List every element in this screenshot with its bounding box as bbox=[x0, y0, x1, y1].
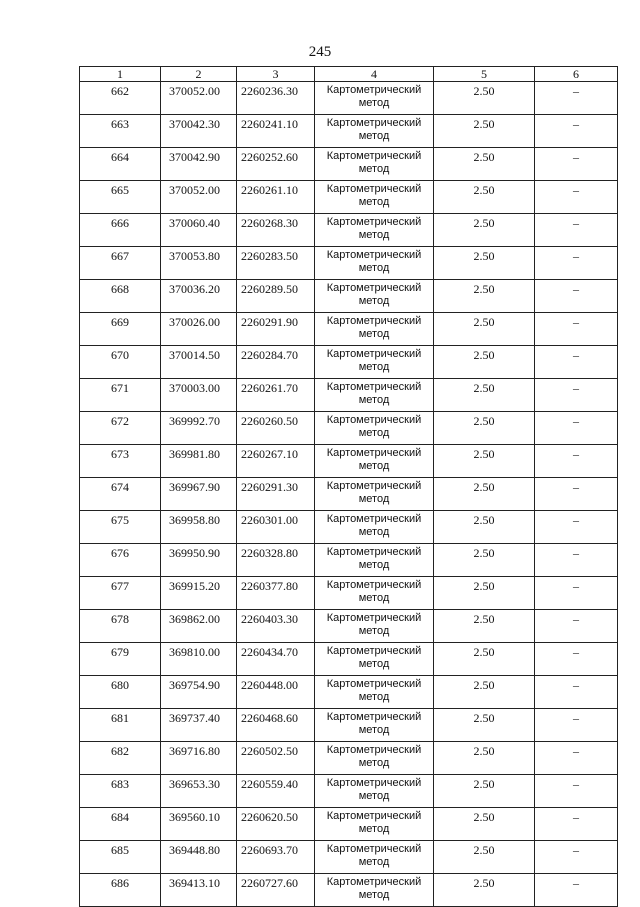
method-line-1: Картометрический bbox=[326, 876, 422, 888]
method-cell bbox=[315, 247, 434, 280]
point-number-cell: 666 bbox=[80, 214, 161, 247]
table-row bbox=[80, 379, 618, 412]
method-cell bbox=[315, 313, 434, 346]
error-cell: 2.50 bbox=[434, 742, 535, 775]
error-cell: 2.50 bbox=[434, 808, 535, 841]
method-line-1: Картометрический bbox=[326, 678, 422, 690]
note-cell: – bbox=[535, 775, 618, 808]
error-cell: 2.50 bbox=[434, 841, 535, 874]
y-coordinate-cell: 2260252.60 bbox=[237, 148, 315, 181]
x-coordinate-cell: 370014.50 bbox=[161, 346, 237, 379]
table-body bbox=[80, 82, 618, 907]
coordinates-table bbox=[79, 66, 618, 907]
method-line-1: Картометрический bbox=[326, 381, 422, 393]
method-cell bbox=[315, 445, 434, 478]
table-row bbox=[80, 346, 618, 379]
error-cell: 2.50 bbox=[434, 214, 535, 247]
method-line-1: Картометрический bbox=[326, 183, 422, 195]
error-cell: 2.50 bbox=[434, 280, 535, 313]
point-number-cell: 675 bbox=[80, 511, 161, 544]
point-number-cell: 681 bbox=[80, 709, 161, 742]
method-line-1: Картометрический bbox=[326, 447, 422, 459]
point-number-cell: 671 bbox=[80, 379, 161, 412]
method-line-2: метод bbox=[358, 493, 390, 505]
x-coordinate-cell: 370052.00 bbox=[161, 181, 237, 214]
error-cell: 2.50 bbox=[434, 544, 535, 577]
y-coordinate-cell: 2260283.50 bbox=[237, 247, 315, 280]
method-line-1: Картометрический bbox=[326, 249, 422, 261]
x-coordinate-cell: 369862.00 bbox=[161, 610, 237, 643]
method-line-2: метод bbox=[358, 625, 390, 637]
x-coordinate-cell: 370042.90 bbox=[161, 148, 237, 181]
y-coordinate-cell: 2260267.10 bbox=[237, 445, 315, 478]
point-number-cell: 677 bbox=[80, 577, 161, 610]
point-number-cell: 665 bbox=[80, 181, 161, 214]
point-number-cell: 674 bbox=[80, 478, 161, 511]
method-line-2: метод bbox=[358, 757, 390, 769]
method-cell bbox=[315, 874, 434, 907]
table-row bbox=[80, 148, 618, 181]
x-coordinate-cell: 369967.90 bbox=[161, 478, 237, 511]
note-cell: – bbox=[535, 808, 618, 841]
y-coordinate-cell: 2260328.80 bbox=[237, 544, 315, 577]
table-row bbox=[80, 280, 618, 313]
point-number-cell: 673 bbox=[80, 445, 161, 478]
method-cell bbox=[315, 379, 434, 412]
x-coordinate-cell: 370042.30 bbox=[161, 115, 237, 148]
method-cell bbox=[315, 808, 434, 841]
table-row bbox=[80, 181, 618, 214]
method-line-1: Картометрический bbox=[326, 645, 422, 657]
table-row bbox=[80, 247, 618, 280]
error-cell: 2.50 bbox=[434, 313, 535, 346]
table-row bbox=[80, 313, 618, 346]
note-cell: – bbox=[535, 247, 618, 280]
table-row bbox=[80, 676, 618, 709]
method-line-2: метод bbox=[358, 295, 390, 307]
method-line-2: метод bbox=[358, 262, 390, 274]
table-row bbox=[80, 742, 618, 775]
note-cell: – bbox=[535, 148, 618, 181]
error-cell: 2.50 bbox=[434, 511, 535, 544]
method-line-1: Картометрический bbox=[326, 612, 422, 624]
method-line-1: Картометрический bbox=[326, 282, 422, 294]
y-coordinate-cell: 2260236.30 bbox=[237, 82, 315, 115]
column-header-6: 6 bbox=[535, 67, 618, 82]
method-line-1: Картометрический bbox=[326, 810, 422, 822]
error-cell: 2.50 bbox=[434, 478, 535, 511]
method-line-2: метод bbox=[358, 889, 390, 901]
column-header-2: 2 bbox=[161, 67, 237, 82]
point-number-cell: 686 bbox=[80, 874, 161, 907]
x-coordinate-cell: 369737.40 bbox=[161, 709, 237, 742]
method-cell bbox=[315, 82, 434, 115]
y-coordinate-cell: 2260261.70 bbox=[237, 379, 315, 412]
method-cell bbox=[315, 544, 434, 577]
x-coordinate-cell: 369754.90 bbox=[161, 676, 237, 709]
table-row bbox=[80, 511, 618, 544]
y-coordinate-cell: 2260291.90 bbox=[237, 313, 315, 346]
error-cell: 2.50 bbox=[434, 874, 535, 907]
note-cell: – bbox=[535, 511, 618, 544]
method-line-1: Картометрический bbox=[326, 216, 422, 228]
table-row bbox=[80, 808, 618, 841]
method-line-1: Картометрический bbox=[326, 777, 422, 789]
table-header-row bbox=[80, 67, 618, 82]
x-coordinate-cell: 370052.00 bbox=[161, 82, 237, 115]
error-cell: 2.50 bbox=[434, 643, 535, 676]
table-row bbox=[80, 115, 618, 148]
method-line-1: Картометрический bbox=[326, 546, 422, 558]
error-cell: 2.50 bbox=[434, 775, 535, 808]
method-line-2: метод bbox=[358, 856, 390, 868]
error-cell: 2.50 bbox=[434, 148, 535, 181]
x-coordinate-cell: 369981.80 bbox=[161, 445, 237, 478]
point-number-cell: 685 bbox=[80, 841, 161, 874]
y-coordinate-cell: 2260377.80 bbox=[237, 577, 315, 610]
method-line-1: Картометрический bbox=[326, 843, 422, 855]
table-row bbox=[80, 544, 618, 577]
point-number-cell: 679 bbox=[80, 643, 161, 676]
note-cell: – bbox=[535, 577, 618, 610]
x-coordinate-cell: 369653.30 bbox=[161, 775, 237, 808]
method-line-1: Картометрический bbox=[326, 348, 422, 360]
error-cell: 2.50 bbox=[434, 709, 535, 742]
point-number-cell: 668 bbox=[80, 280, 161, 313]
method-line-2: метод bbox=[358, 724, 390, 736]
table-row bbox=[80, 445, 618, 478]
point-number-cell: 672 bbox=[80, 412, 161, 445]
x-coordinate-cell: 369915.20 bbox=[161, 577, 237, 610]
error-cell: 2.50 bbox=[434, 82, 535, 115]
error-cell: 2.50 bbox=[434, 247, 535, 280]
method-cell bbox=[315, 709, 434, 742]
method-line-1: Картометрический bbox=[326, 315, 422, 327]
note-cell: – bbox=[535, 841, 618, 874]
column-header-1: 1 bbox=[80, 67, 161, 82]
point-number-cell: 680 bbox=[80, 676, 161, 709]
method-line-2: метод bbox=[358, 361, 390, 373]
table-row bbox=[80, 610, 618, 643]
x-coordinate-cell: 369448.80 bbox=[161, 841, 237, 874]
x-coordinate-cell: 369950.90 bbox=[161, 544, 237, 577]
method-cell bbox=[315, 412, 434, 445]
method-line-2: метод bbox=[358, 130, 390, 142]
column-header-5: 5 bbox=[434, 67, 535, 82]
point-number-cell: 683 bbox=[80, 775, 161, 808]
y-coordinate-cell: 2260261.10 bbox=[237, 181, 315, 214]
point-number-cell: 664 bbox=[80, 148, 161, 181]
y-coordinate-cell: 2260241.10 bbox=[237, 115, 315, 148]
y-coordinate-cell: 2260468.60 bbox=[237, 709, 315, 742]
error-cell: 2.50 bbox=[434, 412, 535, 445]
note-cell: – bbox=[535, 214, 618, 247]
y-coordinate-cell: 2260301.00 bbox=[237, 511, 315, 544]
y-coordinate-cell: 2260403.30 bbox=[237, 610, 315, 643]
method-line-1: Картометрический bbox=[326, 150, 422, 162]
method-line-1: Картометрический bbox=[326, 414, 422, 426]
method-line-2: метод bbox=[358, 823, 390, 835]
x-coordinate-cell: 369958.80 bbox=[161, 511, 237, 544]
method-line-2: метод bbox=[358, 196, 390, 208]
x-coordinate-cell: 370053.80 bbox=[161, 247, 237, 280]
table-row bbox=[80, 643, 618, 676]
method-line-1: Картометрический bbox=[326, 744, 422, 756]
y-coordinate-cell: 2260289.50 bbox=[237, 280, 315, 313]
method-line-1: Картометрический bbox=[326, 513, 422, 525]
table-row bbox=[80, 841, 618, 874]
method-line-1: Картометрический bbox=[326, 480, 422, 492]
page-number: 245 bbox=[308, 44, 332, 60]
column-header-4: 4 bbox=[315, 67, 434, 82]
y-coordinate-cell: 2260260.50 bbox=[237, 412, 315, 445]
method-line-2: метод bbox=[358, 559, 390, 571]
method-cell bbox=[315, 841, 434, 874]
error-cell: 2.50 bbox=[434, 577, 535, 610]
x-coordinate-cell: 370060.40 bbox=[161, 214, 237, 247]
table-row bbox=[80, 709, 618, 742]
x-coordinate-cell: 369413.10 bbox=[161, 874, 237, 907]
note-cell: – bbox=[535, 874, 618, 907]
method-cell bbox=[315, 478, 434, 511]
method-line-2: метод bbox=[358, 163, 390, 175]
note-cell: – bbox=[535, 610, 618, 643]
error-cell: 2.50 bbox=[434, 181, 535, 214]
x-coordinate-cell: 370036.20 bbox=[161, 280, 237, 313]
point-number-cell: 667 bbox=[80, 247, 161, 280]
error-cell: 2.50 bbox=[434, 610, 535, 643]
method-cell bbox=[315, 577, 434, 610]
point-number-cell: 670 bbox=[80, 346, 161, 379]
method-line-2: метод bbox=[358, 790, 390, 802]
note-cell: – bbox=[535, 280, 618, 313]
point-number-cell: 684 bbox=[80, 808, 161, 841]
error-cell: 2.50 bbox=[434, 346, 535, 379]
method-line-2: метод bbox=[358, 229, 390, 241]
note-cell: – bbox=[535, 379, 618, 412]
table-row bbox=[80, 412, 618, 445]
error-cell: 2.50 bbox=[434, 445, 535, 478]
y-coordinate-cell: 2260559.40 bbox=[237, 775, 315, 808]
method-line-1: Картометрический bbox=[326, 84, 422, 96]
method-cell bbox=[315, 214, 434, 247]
x-coordinate-cell: 370003.00 bbox=[161, 379, 237, 412]
point-number-cell: 663 bbox=[80, 115, 161, 148]
error-cell: 2.50 bbox=[434, 676, 535, 709]
x-coordinate-cell: 370026.00 bbox=[161, 313, 237, 346]
note-cell: – bbox=[535, 478, 618, 511]
y-coordinate-cell: 2260268.30 bbox=[237, 214, 315, 247]
note-cell: – bbox=[535, 181, 618, 214]
y-coordinate-cell: 2260502.50 bbox=[237, 742, 315, 775]
note-cell: – bbox=[535, 346, 618, 379]
method-cell bbox=[315, 643, 434, 676]
method-line-2: метод bbox=[358, 394, 390, 406]
y-coordinate-cell: 2260693.70 bbox=[237, 841, 315, 874]
error-cell: 2.50 bbox=[434, 379, 535, 412]
point-number-cell: 682 bbox=[80, 742, 161, 775]
y-coordinate-cell: 2260291.30 bbox=[237, 478, 315, 511]
method-line-2: метод bbox=[358, 592, 390, 604]
method-cell bbox=[315, 676, 434, 709]
table-row bbox=[80, 478, 618, 511]
y-coordinate-cell: 2260620.50 bbox=[237, 808, 315, 841]
table-row bbox=[80, 577, 618, 610]
method-cell bbox=[315, 115, 434, 148]
y-coordinate-cell: 2260727.60 bbox=[237, 874, 315, 907]
note-cell: – bbox=[535, 313, 618, 346]
note-cell: – bbox=[535, 544, 618, 577]
y-coordinate-cell: 2260434.70 bbox=[237, 643, 315, 676]
method-cell bbox=[315, 181, 434, 214]
x-coordinate-cell: 369992.70 bbox=[161, 412, 237, 445]
point-number-cell: 669 bbox=[80, 313, 161, 346]
note-cell: – bbox=[535, 412, 618, 445]
method-line-1: Картометрический bbox=[326, 711, 422, 723]
method-line-2: метод bbox=[358, 526, 390, 538]
x-coordinate-cell: 369810.00 bbox=[161, 643, 237, 676]
note-cell: – bbox=[535, 643, 618, 676]
method-line-2: метод bbox=[358, 691, 390, 703]
table-row bbox=[80, 775, 618, 808]
method-cell bbox=[315, 610, 434, 643]
method-cell bbox=[315, 742, 434, 775]
note-cell: – bbox=[535, 742, 618, 775]
method-cell bbox=[315, 280, 434, 313]
method-line-2: метод bbox=[358, 97, 390, 109]
method-cell bbox=[315, 775, 434, 808]
method-line-2: метод bbox=[358, 658, 390, 670]
point-number-cell: 678 bbox=[80, 610, 161, 643]
x-coordinate-cell: 369560.10 bbox=[161, 808, 237, 841]
column-header-3: 3 bbox=[237, 67, 315, 82]
table-row bbox=[80, 82, 618, 115]
method-line-1: Картометрический bbox=[326, 117, 422, 129]
y-coordinate-cell: 2260284.70 bbox=[237, 346, 315, 379]
table-row bbox=[80, 214, 618, 247]
note-cell: – bbox=[535, 709, 618, 742]
note-cell: – bbox=[535, 115, 618, 148]
method-line-2: метод bbox=[358, 460, 390, 472]
method-cell bbox=[315, 511, 434, 544]
point-number-cell: 662 bbox=[80, 82, 161, 115]
y-coordinate-cell: 2260448.00 bbox=[237, 676, 315, 709]
note-cell: – bbox=[535, 676, 618, 709]
error-cell: 2.50 bbox=[434, 115, 535, 148]
note-cell: – bbox=[535, 445, 618, 478]
x-coordinate-cell: 369716.80 bbox=[161, 742, 237, 775]
method-line-2: метод bbox=[358, 427, 390, 439]
method-line-2: метод bbox=[358, 328, 390, 340]
method-cell bbox=[315, 148, 434, 181]
table-row bbox=[80, 874, 618, 907]
note-cell: – bbox=[535, 82, 618, 115]
point-number-cell: 676 bbox=[80, 544, 161, 577]
method-line-1: Картометрический bbox=[326, 579, 422, 591]
method-cell bbox=[315, 346, 434, 379]
